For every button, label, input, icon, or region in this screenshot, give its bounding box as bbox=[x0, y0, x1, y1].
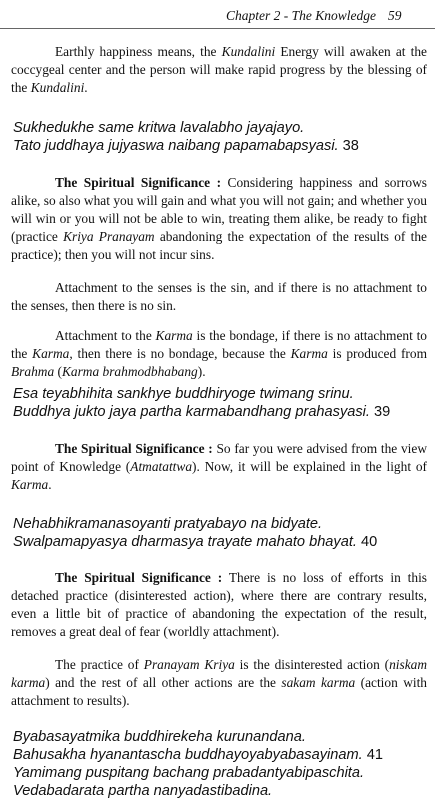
verse-39 bbox=[13, 385, 429, 421]
verse-number: 41 bbox=[362, 747, 383, 763]
text: ) and the rest of all other actions are the bbox=[45, 675, 282, 690]
text: (action with attachment to results). bbox=[11, 675, 427, 708]
section-label: The Spiritual Significance : bbox=[55, 570, 223, 585]
verse-line bbox=[13, 137, 429, 155]
text: is the disinterested action ( bbox=[234, 657, 390, 672]
verse-40 bbox=[13, 515, 429, 551]
verse-text: Bahusakha hyanantascha buddhayoyabyabasayinam. bbox=[13, 747, 363, 763]
paragraph-pranayam-kriya bbox=[11, 656, 427, 710]
text: Considering happiness and sorrows alike, so also what you will gain and what you will not gain; and whether you will win or you will not be able to win, treating them alike, be ready to fight (practice bbox=[11, 175, 427, 244]
verse-line: Yamimang puspitang bachang prabadantyabipaschita. bbox=[13, 765, 365, 781]
verse-text: Tato juddhaya jujyaswa naibang papamabapsyasi. bbox=[13, 138, 339, 154]
verse-line: Byabasayatmika buddhirekeha kurunandana. bbox=[13, 729, 306, 745]
section-label: The Spiritual Significance : bbox=[55, 175, 222, 190]
paragraph-significance-39 bbox=[11, 440, 427, 494]
term: Karma bbox=[290, 346, 328, 361]
term: Karma bbox=[155, 328, 193, 343]
text: ( bbox=[54, 364, 62, 379]
term: Brahma bbox=[11, 364, 55, 379]
paragraph-significance-38 bbox=[11, 174, 427, 264]
text: Attachment to the senses is the sin, and if there is no attachment to the senses, then there is no sin. bbox=[11, 280, 427, 313]
term: sakam karma bbox=[281, 675, 356, 690]
text: is the bondage, if there is no attachment to the bbox=[11, 328, 427, 361]
term: Atmatattwa bbox=[130, 459, 193, 474]
term: Karma bbox=[11, 477, 49, 492]
verse-line: Sukhedukhe same kritwa lavalabho jayajayo. bbox=[13, 120, 305, 136]
paragraph-kundalini bbox=[11, 43, 427, 97]
verse-number: 40 bbox=[356, 534, 378, 550]
text: . bbox=[48, 477, 52, 492]
term: Pranayam Kriya bbox=[143, 657, 235, 672]
verse-text: Swalpamapyasya dharmasya trayate mahato bhayat. bbox=[13, 534, 357, 550]
verse-number: 38 bbox=[338, 138, 359, 154]
verse-line bbox=[13, 746, 429, 764]
text: . bbox=[84, 80, 88, 95]
paragraph-senses bbox=[11, 279, 427, 315]
verse-number: 39 bbox=[369, 404, 391, 420]
verse-line: Vedabadarata partha nanyadastibadina. bbox=[13, 783, 273, 799]
text: So far you were advised from the view point of Knowledge ( bbox=[11, 441, 427, 474]
term: Kundalini bbox=[221, 44, 276, 59]
text: Earthly happiness means, the bbox=[55, 44, 222, 59]
header-rule bbox=[0, 28, 435, 29]
paragraph-karma-bondage bbox=[11, 327, 427, 381]
page-number: 59 bbox=[388, 8, 402, 23]
verse-line bbox=[13, 533, 429, 551]
text: Energy will awaken at the coccygeal center and the person will make rapid progress by the blessing of the bbox=[11, 44, 427, 95]
verse-text: Buddhya jukto jaya partha karmabandhang prahasyasi. bbox=[13, 404, 370, 420]
term: Kundalini bbox=[30, 80, 85, 95]
text: is produced from bbox=[327, 346, 427, 361]
text: abandoning the expectation of the results of the practice); then you will not incur sins. bbox=[11, 229, 427, 262]
text: Attachment to the bbox=[55, 328, 156, 343]
term: niskam karma bbox=[11, 657, 427, 690]
verse-38 bbox=[13, 119, 429, 155]
paragraph-significance-40 bbox=[11, 569, 427, 641]
text: ). bbox=[197, 364, 206, 379]
verse-line bbox=[13, 403, 429, 421]
verse-41 bbox=[13, 728, 429, 800]
chapter-title: Chapter 2 - The Knowledge bbox=[226, 8, 376, 23]
text: The practice of bbox=[55, 657, 144, 672]
verse-line: Nehabhikramanasoyanti pratyabayo na bidyate. bbox=[13, 516, 323, 532]
text: , then there is no bondage, because the bbox=[69, 346, 291, 361]
term: Karma brahmodbhabang bbox=[61, 364, 198, 379]
section-label: The Spiritual Significance : bbox=[55, 441, 213, 456]
term: Kriya Pranayam bbox=[63, 229, 155, 244]
term: Karma bbox=[32, 346, 70, 361]
verse-line: Esa teyabhihita sankhye buddhiryoge twimang srinu. bbox=[13, 386, 354, 402]
text: There is no loss of efforts in this detached practice (disinterested action), where there are contrary results, even a little bit of practice of abandoning the expectation of the result, removes a great deal of fear (worldly attachment). bbox=[11, 570, 427, 639]
text: ). Now, it will be explained in the light of bbox=[192, 459, 427, 474]
